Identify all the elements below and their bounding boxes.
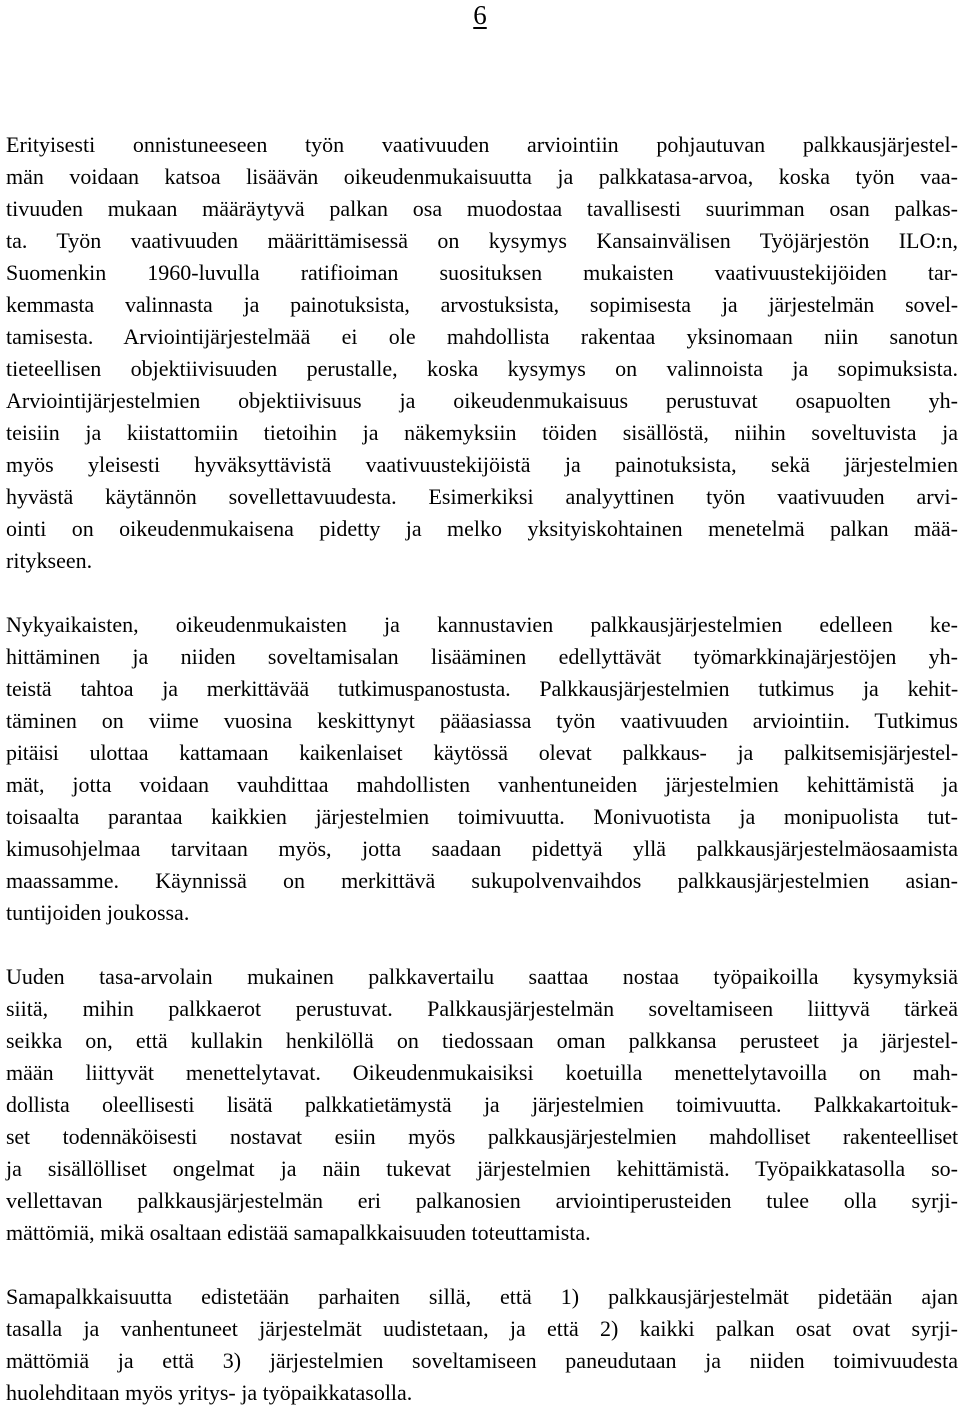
text-line: mättömiä, mikä osaltaan edistää samapalkkaisuuden toteuttamista.: [6, 1220, 591, 1245]
text-line: maassamme. Käynnissä on merkittävä sukupolvenvaihdos palkkausjärjestelmien asian-: [6, 868, 958, 893]
text-line: täminen on viime vuosina keskittynyt pääasiassa työn vaativuuden arviointiin. Tutkimus: [6, 708, 958, 733]
text-line: mät, jotta voidaan vauhdittaa mahdollisten vanhentuneiden järjestelmien kehittämistä ja: [6, 772, 958, 797]
text-line: ja sisällölliset ongelmat ja näin tukevat järjestelmien kehittämistä. Työpaikkatasolla so-: [6, 1156, 958, 1181]
text-line: huolehditaan myös yritys- ja työpaikkatasolla.: [6, 1380, 413, 1405]
paragraph-1: [6, 129, 958, 577]
text-line: hittäminen ja niiden soveltamisalan lisääminen edellyttävät työmarkkinajärjestöjen yh-: [6, 644, 958, 669]
text-line: teisiin ja kiistattomiin tietoihin ja näkemyksiin töiden sisällöstä, niihin soveltuvista ja: [6, 420, 958, 445]
text-line: ta. Työn vaativuuden määrittämisessä on kysymys Kansainvälisen Työjärjestön ILO:n,: [6, 228, 958, 253]
text-line: tasalla ja vanhentuneet järjestelmät uudistetaan, ja että 2) kaikki palkan osat ovat syrji-: [6, 1316, 958, 1341]
text-line: toisaalta parantaa kaikkien järjestelmien toimivuutta. Monivuotista ja monipuolista tut-: [6, 804, 958, 829]
text-line: ointi on oikeudenmukaisena pidetty ja melko yksityiskohtainen menetelmä palkan mää-: [6, 516, 958, 541]
paragraph-2: [6, 609, 958, 929]
paragraph-3: [6, 961, 958, 1249]
text-line: Erityisesti onnistuneeseen työn vaativuuden arviointiin pohjautuvan palkkausjärjestel-: [6, 132, 958, 157]
text-line: tamisesta. Arviointijärjestelmää ei ole mahdollista rakentaa yksinomaan niin sanotun: [6, 324, 958, 349]
text-line: vellettavan palkkausjärjestelmän eri palkanosien arviointiperusteiden tulee olla syrji-: [6, 1188, 958, 1213]
text-line: teistä tahtoa ja merkittävää tutkimuspanostusta. Palkkausjärjestelmien tutkimus ja kehit-: [6, 676, 958, 701]
text-line: myös yleisesti hyväksyttävistä vaativuustekijöistä ja painotuksista, sekä järjestelmien: [6, 452, 958, 477]
text-line: mättömiä ja että 3) järjestelmien soveltamiseen paneudutaan ja niiden toimivuudesta: [6, 1348, 958, 1373]
text-line: ritykseen.: [6, 548, 93, 573]
page-number: 6: [473, 0, 487, 30]
text-line: män voidaan katsoa lisäävän oikeudenmukaisuutta ja palkkatasa-arvoa, koska työn vaa-: [6, 164, 958, 189]
text-line: pitäisi ulottaa kattamaan kaikenlaiset käytössä olevat palkkaus- ja palkitsemisjärjestel-: [6, 740, 958, 765]
text-line: Suomenkin 1960-luvulla ratifioiman suosituksen mukaisten vaativuustekijöiden tar-: [6, 260, 958, 285]
text-line: siitä, mihin palkkaerot perustuvat. Palkkausjärjestelmän soveltamiseen liittyvä tärkeä: [6, 996, 958, 1021]
text-line: Nykyaikaisten, oikeudenmukaisten ja kannustavien palkkausjärjestelmien edelleen ke-: [6, 612, 958, 637]
text-line: kimusohjelmaa tarvitaan myös, jotta saadaan pidettyä yllä palkkausjärjestelmäosaamista: [6, 836, 958, 861]
text-line: Arviointijärjestelmien objektiivisuus ja oikeudenmukaisuus perustuvat osapuolten yh-: [6, 388, 958, 413]
text-line: Uuden tasa-arvolain mukainen palkkavertailu saattaa nostaa työpaikoilla kysymyksiä: [6, 964, 958, 989]
text-line: dollista oleellisesti lisätä palkkatietämystä ja järjestelmien toimivuutta. Palkkakartoituk-: [6, 1092, 958, 1117]
body-text: [6, 129, 958, 1409]
text-line: tuntijoiden joukossa.: [6, 900, 190, 925]
text-line: Samapalkkaisuutta edistetään parhaiten sillä, että 1) palkkausjärjestelmät pidetään ajan: [6, 1284, 958, 1309]
paragraph-4: [6, 1281, 958, 1409]
text-line: mään liittyvät menettelytavat. Oikeudenmukaisiksi koetuilla menettelytavoilla on mah-: [6, 1060, 958, 1085]
text-line: set todennäköisesti nostavat esiin myös palkkausjärjestelmien mahdolliset rakenteelliset: [6, 1124, 958, 1149]
text-line: tieteellisen objektiivisuuden perustalle, koska kysymys on valinnoista ja sopimuksista.: [6, 356, 958, 381]
text-line: tivuuden mukaan määräytyvä palkan osa muodostaa tavallisesti suurimman osan palkas-: [6, 196, 958, 221]
text-line: hyvästä käytännön sovellettavuudesta. Esimerkiksi analyyttinen työn vaativuuden arvi-: [6, 484, 958, 509]
text-line: seikka on, että kullakin henkilöllä on tiedossaan oman palkkansa perusteet ja järjestel-: [6, 1028, 958, 1053]
text-line: kemmasta valinnasta ja painotuksista, arvostuksista, sopimisesta ja järjestelmän sovel-: [6, 292, 958, 317]
